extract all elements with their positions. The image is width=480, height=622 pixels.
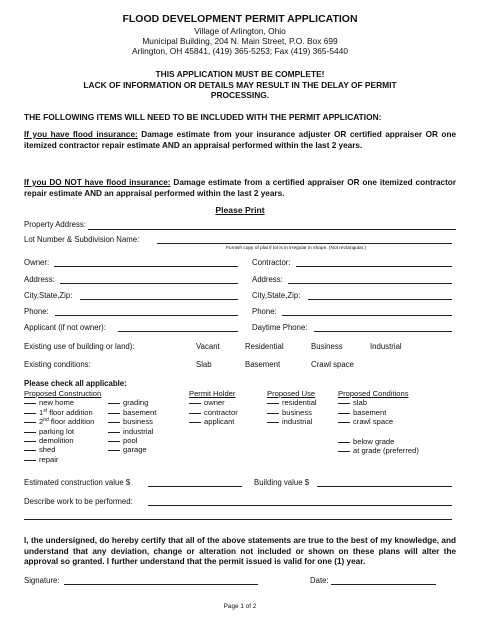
- option-repair[interactable]: repair: [24, 455, 101, 464]
- existing-use-business[interactable]: Business: [311, 342, 343, 351]
- proposed-conditions-column: [338, 389, 409, 427]
- option-industrial[interactable]: industrial: [108, 427, 156, 436]
- owner-address-field[interactable]: [60, 283, 238, 284]
- option-new-home[interactable]: new home: [24, 398, 101, 407]
- existing-condition-crawl-space[interactable]: Crawl space: [311, 360, 354, 369]
- applicant-field[interactable]: [118, 331, 238, 332]
- insurance-yes-lead: If you have flood insurance:: [24, 130, 138, 139]
- checkbox-line[interactable]: [108, 413, 120, 414]
- checkbox-line[interactable]: [267, 413, 279, 414]
- proposed-use-column: [267, 389, 317, 427]
- option-grading[interactable]: grading: [108, 398, 156, 407]
- checkbox-line[interactable]: [189, 403, 201, 404]
- checkbox-line[interactable]: [338, 403, 350, 404]
- option-cond-at-grade[interactable]: at grade (preferred): [338, 446, 419, 455]
- checkbox-line[interactable]: [108, 450, 120, 451]
- existing-use-label: Existing use of building or land):: [24, 342, 135, 351]
- option-use-business[interactable]: business: [267, 408, 317, 417]
- certification-paragraph: I, the undersigned, do hereby certify that all of the above statements are true to the best of my knowledge, and understand that any deviation, change or alteration not included or shown on these plans will alter the approval so granted. I further understand that the permit issued is valid for one (1) year.: [24, 536, 456, 567]
- option-owner[interactable]: owner: [189, 398, 238, 407]
- describe-work-label: Describe work to be performed:: [24, 497, 133, 506]
- insurance-yes-text: Damage estimate from your insurance adjuster OR certified appraiser OR one itemized contractor repair estimate AND an appraisal performed within the last 2 years.: [24, 130, 456, 150]
- contractor-phone-label: Phone:: [252, 307, 277, 316]
- checkbox-line[interactable]: [267, 403, 279, 404]
- checkbox-line[interactable]: [189, 413, 201, 414]
- checkbox-line[interactable]: [24, 422, 36, 423]
- plat-note: Furnish copy of plat if lot is in irregular in shape. (Not rectangular.): [226, 246, 366, 251]
- form-title: FLOOD DEVELOPMENT PERMIT APPLICATION: [122, 13, 358, 25]
- please-print: Please Print: [215, 205, 265, 215]
- checkbox-line[interactable]: [338, 451, 350, 452]
- proposed-construction-heading: Proposed Construction: [24, 389, 102, 398]
- contractor-phone-field[interactable]: [282, 315, 452, 316]
- insurance-no-paragraph: [24, 178, 456, 199]
- option-garage[interactable]: garage: [108, 445, 156, 454]
- existing-use-vacant[interactable]: Vacant: [196, 342, 220, 351]
- option-contractor[interactable]: contractor: [189, 408, 238, 417]
- warning-line-3: PROCESSING.: [210, 90, 270, 100]
- proposed-conditions-heading: Proposed Conditions: [338, 389, 409, 398]
- checkbox-line[interactable]: [24, 441, 36, 442]
- describe-work-field[interactable]: [148, 505, 452, 506]
- contractor-address-label: Address:: [252, 275, 283, 284]
- checkbox-line[interactable]: [24, 450, 36, 451]
- property-address-label: Property Address:: [24, 220, 86, 229]
- checkbox-line[interactable]: [267, 422, 279, 423]
- proposed-conditions-grade-column: [338, 437, 419, 456]
- checkbox-line[interactable]: [108, 422, 120, 423]
- existing-condition-basement[interactable]: Basement: [245, 360, 281, 369]
- option-applicant[interactable]: applicant: [189, 417, 238, 426]
- option-pool[interactable]: pool: [108, 436, 156, 445]
- property-address-field[interactable]: [88, 229, 456, 230]
- checkbox-line[interactable]: [24, 413, 36, 414]
- daytime-phone-label: Daytime Phone:: [252, 323, 308, 332]
- existing-use-residential[interactable]: Residential: [245, 342, 284, 351]
- contractor-address-field[interactable]: [288, 283, 452, 284]
- owner-phone-label: Phone:: [24, 307, 49, 316]
- applicant-label: Applicant (if not owner):: [24, 323, 106, 332]
- insurance-no-text: Damage estimate from a certified appraiser OR one itemized contractor repair estimate AND an appraisal performed within the last 2 years.: [24, 178, 456, 198]
- option-1st-floor-addition[interactable]: 1st floor addition: [24, 408, 101, 417]
- signature-field[interactable]: [64, 584, 258, 585]
- option-use-industrial[interactable]: industrial: [267, 417, 317, 426]
- checkbox-line[interactable]: [189, 422, 201, 423]
- contractor-label: Contractor:: [252, 258, 291, 267]
- existing-conditions-label: Existing conditions:: [24, 360, 91, 369]
- proposed-construction-right-column: [108, 398, 156, 454]
- warning-line-1: THIS APPLICATION MUST BE COMPLETE!: [155, 69, 325, 79]
- checkbox-line[interactable]: [108, 441, 120, 442]
- checkbox-line[interactable]: [338, 413, 350, 414]
- lot-number-field[interactable]: [157, 243, 452, 244]
- owner-city-field[interactable]: [80, 299, 238, 300]
- page-number: Page 1 of 2: [223, 603, 257, 610]
- owner-label: Owner:: [24, 258, 50, 267]
- checkbox-line[interactable]: [24, 403, 36, 404]
- owner-city-label: City,State,Zip:: [24, 291, 73, 300]
- owner-field[interactable]: [54, 266, 238, 267]
- insurance-yes-paragraph: [24, 130, 456, 151]
- date-field[interactable]: [331, 584, 436, 585]
- option-cond-below-grade[interactable]: below grade: [338, 437, 419, 446]
- checkbox-line[interactable]: [24, 460, 36, 461]
- building-value-field[interactable]: [317, 486, 452, 487]
- option-use-residential[interactable]: residential: [267, 398, 317, 407]
- existing-condition-slab[interactable]: Slab: [196, 360, 212, 369]
- warning-line-2: LACK OF INFORMATION OR DETAILS MAY RESULT IN THE DELAY OF PERMIT: [83, 80, 397, 90]
- village-name: Village of Arlington, Ohio: [194, 26, 286, 36]
- option-shed[interactable]: shed: [24, 445, 101, 454]
- checkbox-line[interactable]: [108, 432, 120, 433]
- option-business[interactable]: business: [108, 417, 156, 426]
- option-parking-lot[interactable]: parking lot: [24, 427, 101, 436]
- date-label: Date:: [310, 576, 329, 585]
- proposed-construction-left-column: [24, 389, 101, 464]
- permit-holder-heading: Permit Holder: [189, 389, 236, 398]
- option-2nd-floor-addition[interactable]: 2nd floor addition: [24, 417, 101, 426]
- checkbox-line[interactable]: [338, 442, 350, 443]
- permit-holder-column: [189, 389, 238, 427]
- construction-value-label: Estimated construction value $: [24, 478, 131, 487]
- insurance-no-lead: If you DO NOT have flood insurance:: [24, 178, 171, 187]
- contractor-city-field[interactable]: [308, 299, 452, 300]
- checkbox-line[interactable]: [338, 422, 350, 423]
- items-heading: THE FOLLOWING ITEMS WILL NEED TO BE INCLUDED WITH THE PERMIT APPLICATION:: [24, 112, 382, 122]
- proposed-use-heading: Proposed Use: [267, 389, 316, 398]
- option-basement[interactable]: basement: [108, 408, 156, 417]
- option-demolition[interactable]: demolition: [24, 436, 101, 445]
- building-value-label: Building value $: [254, 478, 310, 487]
- daytime-phone-field[interactable]: [314, 331, 452, 332]
- contact-line: Arlington, OH 45841, (419) 365-5253; Fax (419) 365-5440: [131, 46, 349, 56]
- checkbox-line[interactable]: [108, 403, 120, 404]
- construction-value-field[interactable]: [148, 486, 242, 487]
- check-heading: Please check all applicable:: [24, 379, 127, 388]
- checkbox-line[interactable]: [24, 432, 36, 433]
- owner-address-label: Address:: [24, 275, 55, 284]
- contractor-city-label: City,State,Zip:: [252, 291, 301, 300]
- existing-use-industrial[interactable]: Industrial: [370, 342, 402, 351]
- option-cond-slab[interactable]: slab: [338, 398, 409, 407]
- option-cond-crawl-space[interactable]: crawl space: [338, 417, 409, 426]
- municipal-address: Municipal Building, 204 N. Main Street, P.O. Box 699: [142, 36, 338, 46]
- owner-phone-field[interactable]: [55, 315, 238, 316]
- contractor-field[interactable]: [296, 266, 452, 267]
- option-cond-basement[interactable]: basement: [338, 408, 409, 417]
- signature-label: Signature:: [24, 576, 60, 585]
- describe-work-field-line-2[interactable]: [24, 519, 452, 520]
- lot-number-label: Lot Number & Subdivision Name:: [24, 235, 140, 244]
